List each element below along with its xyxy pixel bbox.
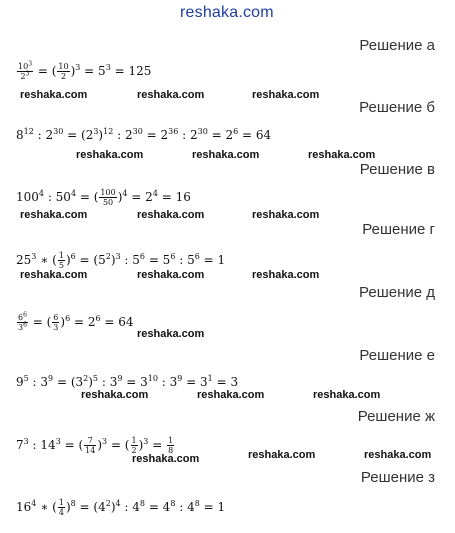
watermark: reshaka.com: [137, 89, 205, 101]
watermark: reshaka.com: [132, 453, 200, 465]
watermark: reshaka.com: [364, 449, 432, 461]
watermark: reshaka.com: [137, 209, 205, 221]
watermark: reshaka.com: [81, 389, 149, 401]
heading-f: Решение е: [359, 347, 435, 364]
equation-d: $25^3$ ∗ ( $\frac{1}{5}$ )$^6 = (5^2)^3$ : $5^6 = 5^6$ : $5^6 = 1$: [16, 251, 226, 270]
heading-c: Решение в: [359, 161, 435, 178]
watermark: reshaka.com: [313, 389, 381, 401]
watermark: reshaka.com: [248, 449, 316, 461]
watermark: reshaka.com: [76, 149, 144, 161]
watermark: reshaka.com: [20, 209, 88, 221]
equation-f: $9^5$ : $3^9 = (3^2)^5$ : $3^9 = 3^{10}$ : $3^9 = 3^1 = 3$: [16, 374, 239, 389]
watermark: reshaka.com: [20, 269, 88, 281]
watermark: reshaka.com: [252, 89, 320, 101]
watermark: reshaka.com: [197, 389, 265, 401]
heading-a: Решение а: [359, 37, 435, 54]
equation-g: $7^3$ : $14^3$ = ( $\frac{7}{14}$ )$^3$ = ( $\frac{1}{2}$ )$^3$ = $\frac{1}{8}$: [16, 436, 174, 455]
heading-d: Решение г: [362, 221, 435, 238]
watermark: reshaka.com: [252, 209, 320, 221]
heading-e: Решение д: [359, 284, 435, 301]
watermark: reshaka.com: [192, 149, 260, 161]
watermark: reshaka.com: [308, 149, 376, 161]
equation-a: $\frac{10^3}{2^3}$ = ( $\frac{10}{2}$ )$^3 = 5^3 = 125$: [18, 60, 152, 81]
equation-b: $8^{12}$ : $2^{30} = (2^3)^{12}$ : $2^{30} = 2^{36}$ : $2^{30} = 2^6 = 64$: [16, 127, 272, 142]
watermark: reshaka.com: [252, 269, 320, 281]
watermark: reshaka.com: [137, 328, 205, 340]
site-title: reshaka.com: [180, 4, 274, 21]
equation-h: $16^4$ ∗ ( $\frac{1}{4}$ )$^8 = (4^2)^4$ : $4^8 = 4^8$ : $4^8 = 1$: [16, 498, 226, 517]
heading-b: Решение б: [359, 99, 435, 116]
heading-g: Решение ж: [357, 408, 435, 425]
watermark: reshaka.com: [137, 269, 205, 281]
equation-c: $100^4$ : $50^4$ = ( $\frac{100}{50}$ )$^4 = 2^4 = 16$: [16, 188, 191, 207]
heading-h: Решение з: [360, 469, 435, 486]
equation-e: $\frac{6^6}{3^6}$ = ( $\frac{6}{3}$ )$^6 = 2^6 = 64$: [18, 311, 134, 332]
watermark: reshaka.com: [20, 89, 88, 101]
